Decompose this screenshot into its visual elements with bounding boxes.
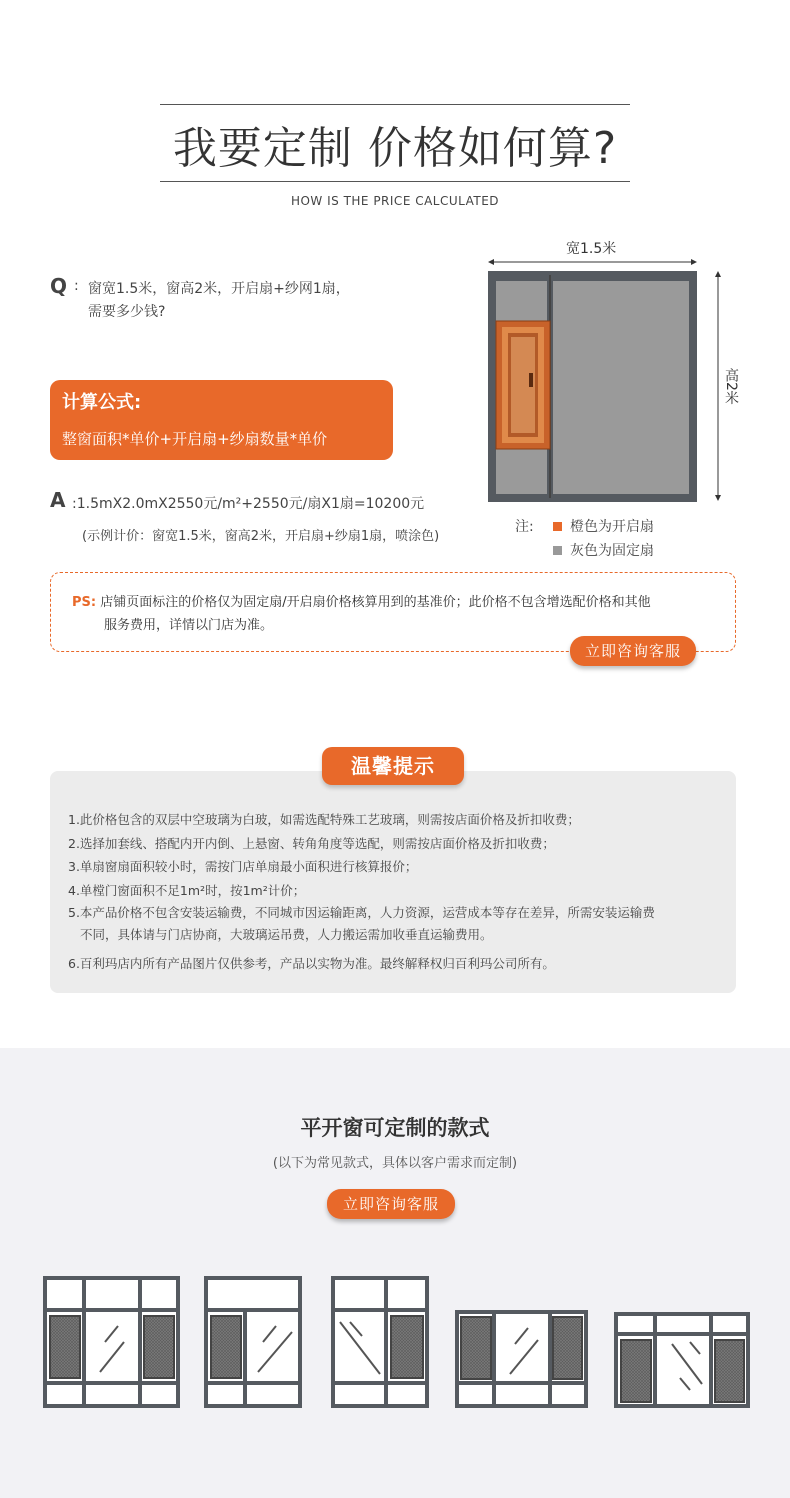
tip-item: 6.百利玛店内所有产品图片仅供参考，产品以实物为准。最终解释权归百利玛公司所有。 bbox=[68, 956, 555, 971]
tip-item: 1.此价格包含的双层中空玻璃为白玻，如需选配特殊工艺玻璃，则需按店面价格及折扣收费； bbox=[68, 812, 580, 827]
tip-item: 2.选择加套线、搭配内开内倒、上悬窗、转角角度等选配，则需按店面价格及折扣收费； bbox=[68, 835, 555, 851]
formula-box bbox=[50, 380, 393, 460]
legend-gray-label: 灰色为固定扇 bbox=[570, 543, 654, 559]
orange-square-icon bbox=[553, 522, 562, 531]
question-text bbox=[88, 278, 428, 324]
tip-item: 4.单樘门窗面积不足1m²时，按1m²计价； bbox=[68, 882, 306, 898]
answer-letter: A bbox=[50, 488, 66, 512]
window-style-3 bbox=[333, 1278, 427, 1406]
legend-orange-label: 橙色为开启扇 bbox=[570, 519, 654, 535]
legend-note-label: 注: bbox=[515, 519, 534, 535]
window-diagram bbox=[480, 255, 740, 510]
question-letter: Q bbox=[50, 274, 68, 298]
window-style-1 bbox=[45, 1278, 178, 1406]
width-label: 宽1.5米 bbox=[566, 241, 617, 257]
formula-body: 整窗面积*单价+开启扇+纱扇数量*单价 bbox=[62, 430, 328, 448]
gray-square-icon bbox=[553, 546, 562, 555]
example-text: (示例计价：窗宽1.5米，窗高2米，开启扇+纱扇1扇，喷涂色) bbox=[82, 529, 440, 544]
title-top-line bbox=[160, 104, 630, 105]
tip-item-continued: 不同，具体请与门店协商，大玻璃运吊费，人力搬运需加收垂直运输费用。 bbox=[80, 927, 493, 942]
window-style-5 bbox=[616, 1314, 748, 1406]
answer-text: :1.5mX2.0mX2550元/m²+2550元/扇X1扇=10200元 bbox=[72, 496, 425, 512]
consult-service-button-2[interactable]: 立即咨询客服 bbox=[327, 1189, 455, 1219]
page-subtitle: HOW IS THE PRICE CALCULATED bbox=[290, 194, 500, 208]
ps-label: PS: bbox=[72, 595, 97, 610]
question-line-1: 窗宽1.5米，窗高2米，开启扇+纱网1扇， bbox=[88, 281, 350, 297]
question-colon: : bbox=[74, 278, 79, 294]
window-styles-illustrations bbox=[0, 1270, 790, 1420]
legend-orange bbox=[553, 516, 654, 536]
consult-service-button[interactable]: 立即咨询客服 bbox=[570, 636, 696, 666]
ps-line-2: 服务费用，详情以门店为准。 bbox=[104, 618, 274, 633]
ps-text bbox=[72, 591, 722, 637]
height-label: 高2米 bbox=[723, 368, 739, 405]
window-style-4 bbox=[457, 1312, 586, 1406]
window-style-2 bbox=[206, 1278, 300, 1406]
formula-heading: 计算公式: bbox=[62, 392, 142, 413]
tip-item: 5.本产品价格不包含安装运输费，不同城市因运输距离，人力资源，运营成本等存在差异，所需安装运输费 bbox=[68, 905, 655, 920]
styles-section-subtitle: (以下为常见款式，具体以客户需求而定制) bbox=[272, 1156, 518, 1171]
page-title: 我要定制 价格如何算? bbox=[172, 123, 618, 174]
ps-line-1: 店铺页面标注的价格仅为固定扇/开启扇价格核算用到的基准价；此价格不包含增选配价格和其他 bbox=[100, 595, 651, 610]
question-line-2: 需要多少钱? bbox=[88, 304, 166, 320]
tips-badge: 温馨提示 bbox=[322, 747, 464, 785]
tips-list bbox=[68, 808, 728, 976]
styles-section-title: 平开窗可定制的款式 bbox=[300, 1116, 490, 1140]
legend-gray bbox=[553, 540, 654, 560]
tip-item: 3.单扇窗扇面积较小时，需按门店单扇最小面积进行核算报价； bbox=[68, 859, 418, 874]
title-bottom-line bbox=[160, 181, 630, 182]
